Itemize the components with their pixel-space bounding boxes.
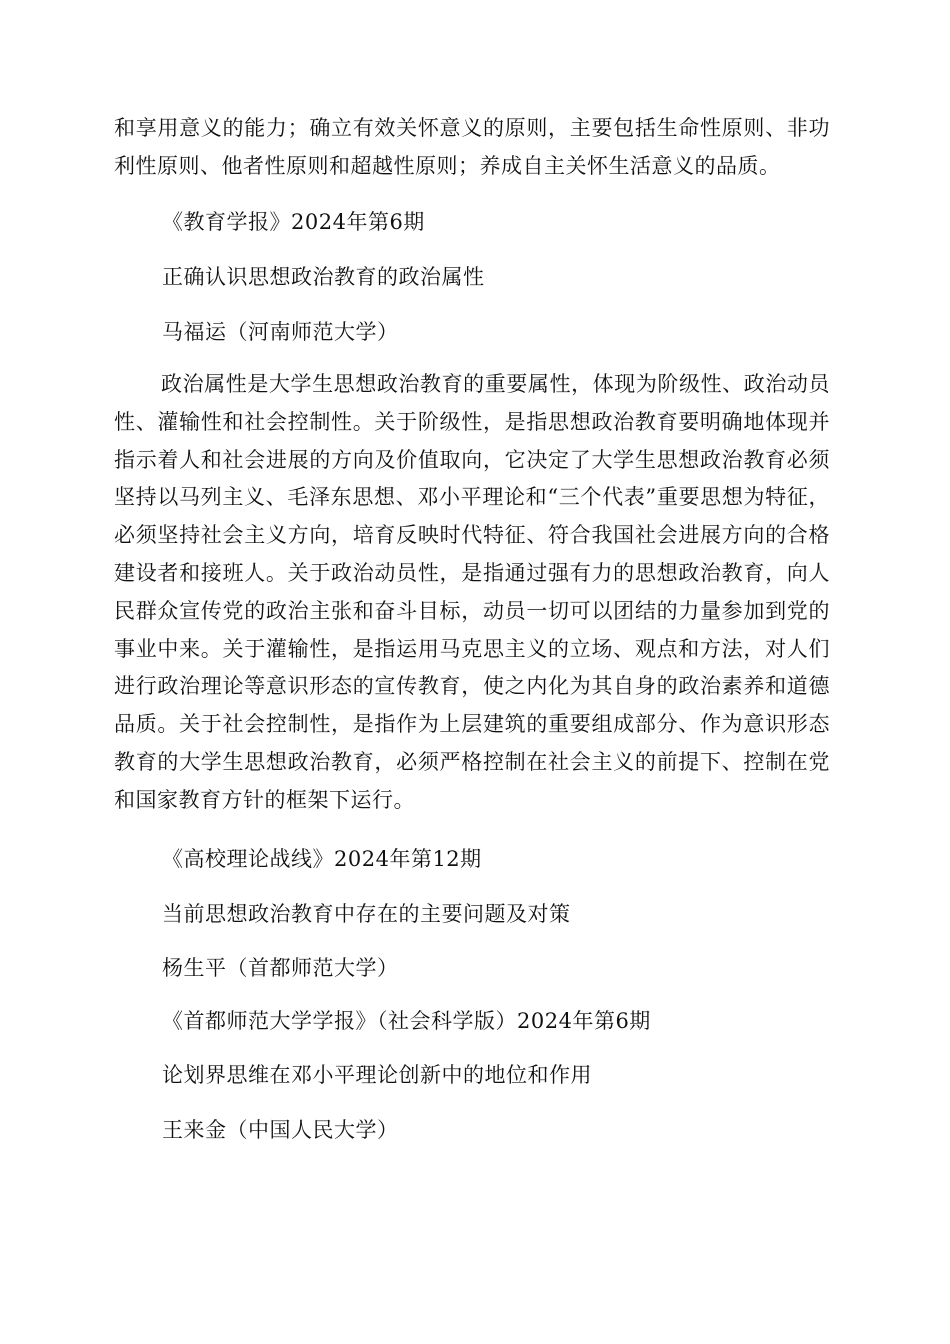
article-title-3: 论划界思维在邓小平理论创新中的地位和作用 (162, 1063, 592, 1087)
continuation-paragraph: 和享用意义的能力；确立有效关怀意义的原则，主要包括生命性原则、非功利性原则、他者性原则和超越性原则；养成自主关怀生活意义的品质。 (114, 116, 830, 178)
source-line-1: 《教育学报》2024年第6期 (162, 210, 425, 234)
source-line-2: 《高校理论战线》2024年第12期 (162, 847, 482, 871)
source-line-3: 《首都师范大学学报》（社会科学版）2024年第6期 (162, 1009, 651, 1033)
article-title-1: 正确认识思想政治教育的政治属性 (162, 265, 485, 289)
author-line-3: 王来金（中国人民大学） (162, 1118, 399, 1142)
author-line-2: 杨生平（首都师范大学） (162, 956, 399, 980)
abstract-paragraph: 政治属性是大学生思想政治教育的重要属性，体现为阶级性、政治动员性、灌输性和社会控制性。关于阶级性，是指思想政治教育要明确地体现并指示着人和社会进展的方向及价值取向，它决定了大学生思想政治教育必须坚持以马列主义、毛泽东思想、邓小平理论和“三个代表”重要思想为特征，必须坚持社会主义方向，培育反映时代特征、符合我国社会进展方向的合格建设者和接班人。关于政治动员性，是指通过强有力的思想政治教育，向人民群众宣传党的政治主张和奋斗目标，动员一切可以团结的力量参加到党的事业中来。关于灌输性，是指运用马克思主义的立场、观点和方法，对人们进行政治理论等意识形态的宣传教育，使之内化为其自身的政治素养和道德品质。关于社会控制性，是指作为上层建筑的重要组成部分、作为意识形态教育的大学生思想政治教育，必须严格控制在社会主义的前提下、控制在党和国家教育方针的框架下运行。 (114, 372, 830, 812)
author-line-1: 马福运（河南师范大学） (162, 320, 399, 344)
article-title-2: 当前思想政治教育中存在的主要问题及对策 (162, 902, 571, 926)
